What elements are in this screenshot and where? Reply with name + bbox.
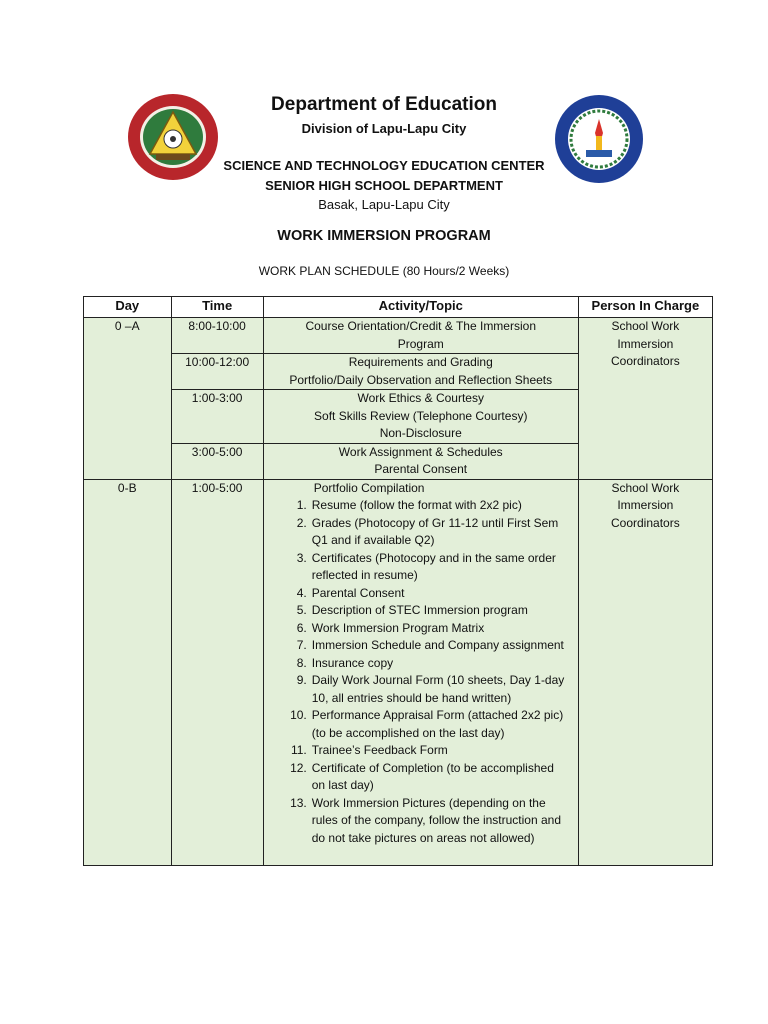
list-item: 7. Immersion Schedule and Company assignment (296, 638, 564, 652)
activity-line: Course Orientation/Credit & The Immersion (305, 319, 536, 333)
day-cell: 0-B (84, 479, 172, 866)
time-cell: 10:00-12:00 (171, 354, 263, 390)
list-item: 5. Description of STEC Immersion program (296, 603, 528, 617)
list-item: 2. Grades (Photocopy of Gr 11-12 until First Sem Q1 and if available Q2) (296, 515, 559, 547)
table-row (84, 318, 713, 354)
time-cell: 3:00-5:00 (171, 443, 263, 479)
activity-line: Parental Consent (374, 462, 468, 476)
activity-line: Non-Disclosure (379, 426, 462, 440)
day-cell: 0 –A (84, 318, 172, 480)
activity-cell (263, 318, 578, 354)
person-line: Immersion (617, 498, 674, 512)
list-item: 11. Trainee’s Feedback Form (290, 743, 448, 757)
list-item: 3. Certificates (Photocopy and in the same order reflected in resume) (296, 550, 556, 582)
school-name: SCIENCE AND TECHNOLOGY EDUCATION CENTER (223, 158, 545, 173)
person-line: Immersion (617, 336, 674, 351)
time-cell: 8:00-10:00 (171, 318, 263, 354)
activity-cell (263, 479, 578, 866)
work-plan-table (83, 296, 713, 866)
list-item: 8. Insurance copy (296, 655, 394, 670)
header-person-in-charge: Person In Charge (578, 297, 712, 318)
department-name: SENIOR HIGH SCHOOL DEPARTMENT (265, 178, 503, 193)
activity-line: Work Ethics & Courtesy (357, 391, 484, 405)
list-item: 4. Parental Consent (296, 585, 405, 600)
activity-line: Portfolio/Daily Observation and Reflection Sheets (289, 372, 553, 387)
activity-title: Portfolio Compilation (313, 480, 425, 495)
list-item: 10. Performance Appraisal Form (attached 2x2 pic) (to be accomplished on the last day) (290, 708, 564, 740)
activity-line: Soft Skills Review (Telephone Courtesy) (314, 408, 528, 423)
activity-line: Requirements and Grading (348, 355, 493, 369)
table-header-row (84, 297, 713, 318)
schedule-subtitle: WORK PLAN SCHEDULE (80 Hours/2 Weeks) (258, 264, 510, 278)
person-line: School Work (611, 480, 680, 495)
time-cell: 1:00-3:00 (171, 390, 263, 444)
table-row (84, 479, 713, 866)
header-day: Day (84, 297, 172, 318)
list-item: 12. Certificate of Completion (to be accomplished on last day) (290, 760, 554, 792)
header-activity: Activity/Topic (263, 297, 578, 318)
school-address: Basak, Lapu-Lapu City (318, 197, 450, 212)
activity-cell (263, 390, 578, 444)
portfolio-checklist (290, 497, 574, 865)
list-item: 1. Resume (follow the format with 2x2 pic) (296, 498, 522, 512)
person-in-charge-cell (578, 479, 712, 866)
person-in-charge-cell (578, 318, 712, 480)
header-time: Time (171, 297, 263, 318)
person-line: School Work (611, 319, 680, 333)
activity-line: Work Assignment & Schedules (338, 444, 503, 459)
time-cell: 1:00-5:00 (171, 479, 263, 866)
list-item: 9. Daily Work Journal Form (10 sheets, Day 1-day 10, all entries should be hand written) (296, 673, 565, 705)
activity-cell (263, 443, 578, 479)
list-item: 13. Work Immersion Pictures (depending on the rules of the company, follow the instruction and do not take pictures on areas not allowed) (290, 795, 561, 845)
person-line: Coordinators (611, 515, 680, 530)
list-item: 6. Work Immersion Program Matrix (296, 620, 485, 635)
activity-line: Program (397, 336, 444, 351)
page-title: Department of Education (271, 94, 497, 115)
person-line: Coordinators (611, 354, 680, 368)
activity-cell (263, 354, 578, 390)
program-title: WORK IMMERSION PROGRAM (277, 228, 491, 244)
division-name: Division of Lapu-Lapu City (301, 121, 467, 136)
